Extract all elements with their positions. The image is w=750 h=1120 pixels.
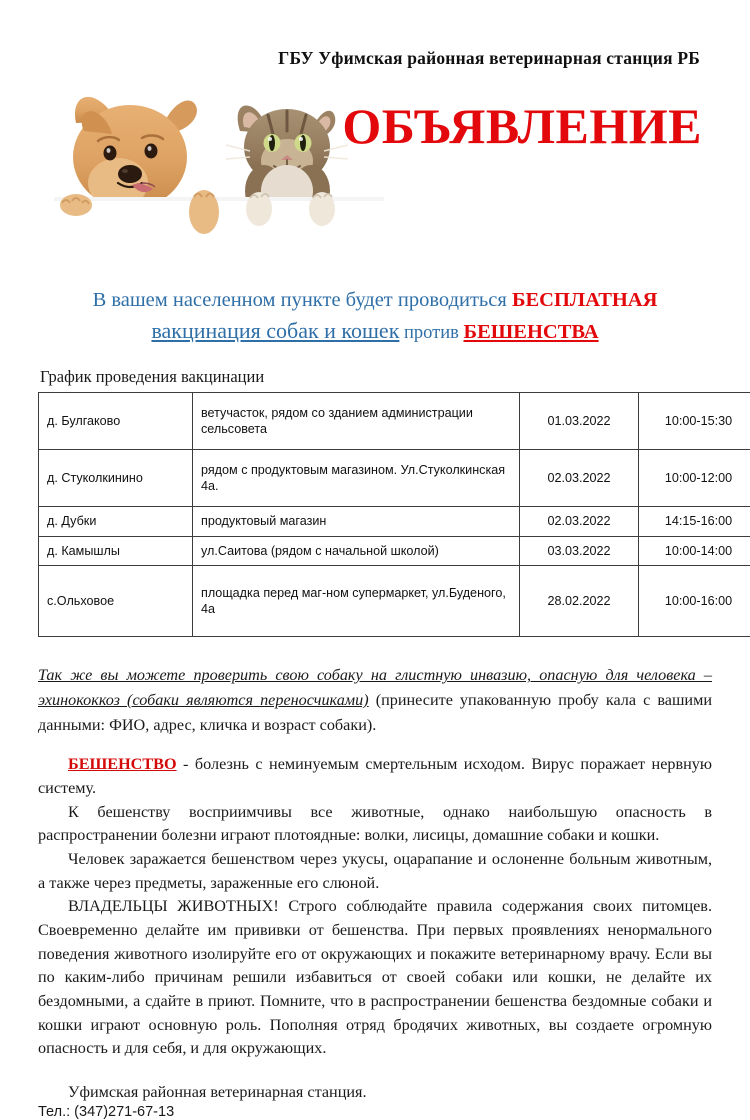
paragraph-definition [38, 753, 712, 800]
row-address: продуктовый магазин [193, 507, 520, 537]
main-headline: ОБЪЯВЛЕНИЕ [342, 101, 702, 151]
hero-section [38, 79, 712, 254]
row-date: 28.02.2022 [520, 566, 639, 637]
table-row [39, 450, 750, 507]
paragraph-owners-notice: ВЛАДЕЛЬЦЫ ЖИВОТНЫХ! Строго соблюдайте правила содержания своих питомцев. Своевременно делайте им прививки от бешенства. При первых проявлениях ненормального поведения животного изолируйте его от окружающих и покажите ветеринарному врачу. Если вы по каким-либо причинам решили избавиться от своей собаки или кошки, не делайте их бездомными, а сдайте в приют. Помните, что в распространении бешенства бездомные собаки и кошки играют основную роль. Пополняя отряд бродячих животных, вы создаете огромную опасность и для себя, и для окружающих. [38, 895, 712, 1061]
row-date: 01.03.2022 [520, 393, 639, 450]
intro-line1-prefix: В вашем населенном пункте будет проводиться [93, 289, 512, 311]
dog-and-cat-photo [54, 79, 384, 254]
intro-rabies-highlight: БЕШЕНСТВА [464, 321, 599, 343]
intro-against-word: против [399, 323, 463, 343]
vaccination-schedule-table [38, 392, 750, 637]
row-time: 14:15-16:00 [639, 507, 750, 537]
row-place: д. Булгаково [39, 393, 193, 450]
schedule-caption: График проведения вакцинации [38, 367, 712, 387]
paragraph-definition-tail: - болезнь с неминуемым смертельным исходом. Вирус поражает нервную систему. [38, 755, 712, 797]
table-row [39, 507, 750, 537]
rabies-term: БЕШЕНСТВО [68, 755, 177, 773]
table-row [39, 536, 750, 566]
table-row [39, 393, 750, 450]
footer-station-name: Уфимская районная ветеринарная станция. [38, 1083, 712, 1102]
row-time: 10:00-16:00 [639, 566, 750, 637]
row-address: ветучасток, рядом со зданием администрации сельсовета [193, 393, 520, 450]
deworming-note-emphasis: Так же вы можете проверить свою собаку на глистную инвазию, опасную для человека – эхинококкоз (собаки являются переносчиками) [38, 666, 712, 709]
intro-statement [38, 286, 712, 347]
deworming-note-tail: (принесите упакованную пробу кала с вашими данными: ФИО, адрес, кличка и возраст собаки). [38, 691, 712, 734]
table-row [39, 566, 750, 637]
row-time: 10:00-14:00 [639, 536, 750, 566]
row-address: рядом с продуктовым магазином. Ул.Стуколкинская 4а. [193, 450, 520, 507]
footer-contact [38, 1083, 712, 1120]
intro-vaccination-text: вакцинация собак и кошек [151, 318, 399, 343]
intro-free-highlight: БЕСПЛАТНАЯ [512, 289, 657, 311]
row-time: 10:00-12:00 [639, 450, 750, 507]
row-place: д. Камышлы [39, 536, 193, 566]
organization-title: ГБУ Уфимская районная ветеринарная станция РБ [38, 0, 712, 69]
footer-phone: Тел.: (347)271-67-13 [38, 1104, 712, 1120]
row-date: 03.03.2022 [520, 536, 639, 566]
row-place: д. Стуколкинино [39, 450, 193, 507]
deworming-note [38, 663, 712, 737]
row-address: ул.Саитова (рядом с начальной школой) [193, 536, 520, 566]
row-place: с.Ольховое [39, 566, 193, 637]
paragraph-susceptible-animals: К бешенству восприимчивы все животные, однако наибольшую опасность в распространении болезни играют плотоядные: волки, лисицы, домашние собаки и кошки. [38, 801, 712, 848]
row-place: д. Дубки [39, 507, 193, 537]
rabies-information [38, 753, 712, 1061]
row-date: 02.03.2022 [520, 450, 639, 507]
paragraph-human-infection: Человек заражается бешенством через укусы, оцарапание и ослоненне больным животным, а также через предметы, зараженные его слюной. [38, 848, 712, 895]
row-time: 10:00-15:30 [639, 393, 750, 450]
row-address: площадка перед маг-ном супермаркет, ул.Буденого, 4а [193, 566, 520, 637]
row-date: 02.03.2022 [520, 507, 639, 537]
